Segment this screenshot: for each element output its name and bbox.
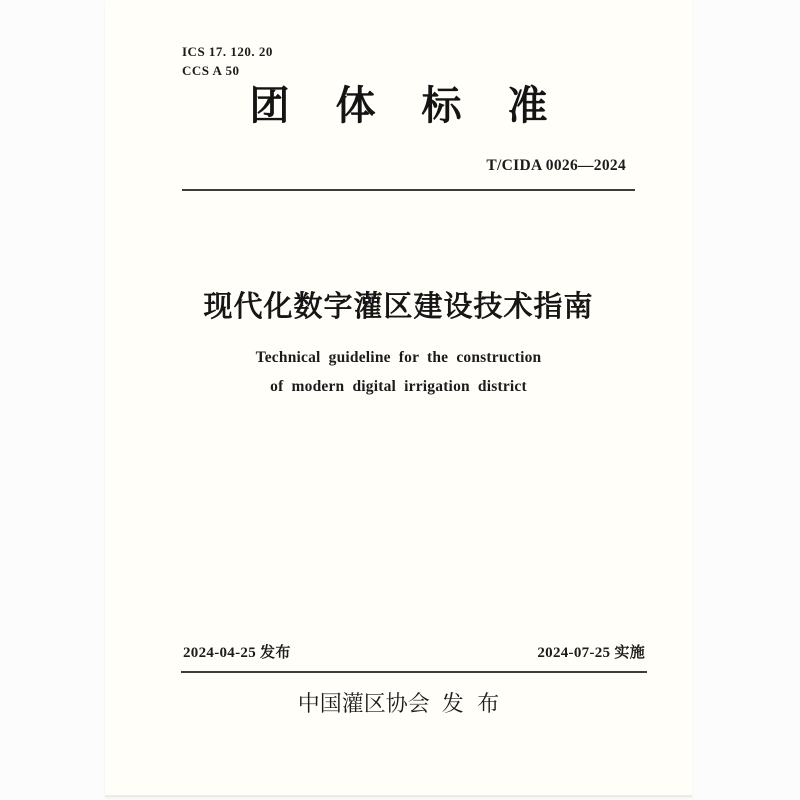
header-rule xyxy=(182,189,635,191)
standard-number: T/CIDA 0026—2024 xyxy=(486,157,626,174)
title-english-line1: Technical guideline for the construction xyxy=(255,349,542,366)
publisher-line xyxy=(105,691,692,716)
document-type-text: 团体标准 xyxy=(249,83,594,128)
classification-codes xyxy=(182,42,273,80)
publisher-name: 中国灌区协会 xyxy=(297,691,430,716)
footer-rule xyxy=(181,671,647,673)
implementation-date: 2024-07-25 实施 xyxy=(537,645,645,661)
title-english-line2: of modern digital irrigation district xyxy=(270,378,527,395)
publish-label: 发 布 xyxy=(441,691,500,716)
ics-code: ICS 17. 120. 20 xyxy=(182,44,273,59)
issue-date: 2024-04-25 发布 xyxy=(183,645,291,661)
title-english xyxy=(105,343,692,401)
title-chinese: 现代化数字灌区建设技术指南 xyxy=(203,291,594,323)
standard-cover-page xyxy=(105,0,692,797)
ccs-code: CCS A 50 xyxy=(182,63,240,78)
document-type-heading xyxy=(105,85,692,127)
date-row xyxy=(183,645,645,662)
